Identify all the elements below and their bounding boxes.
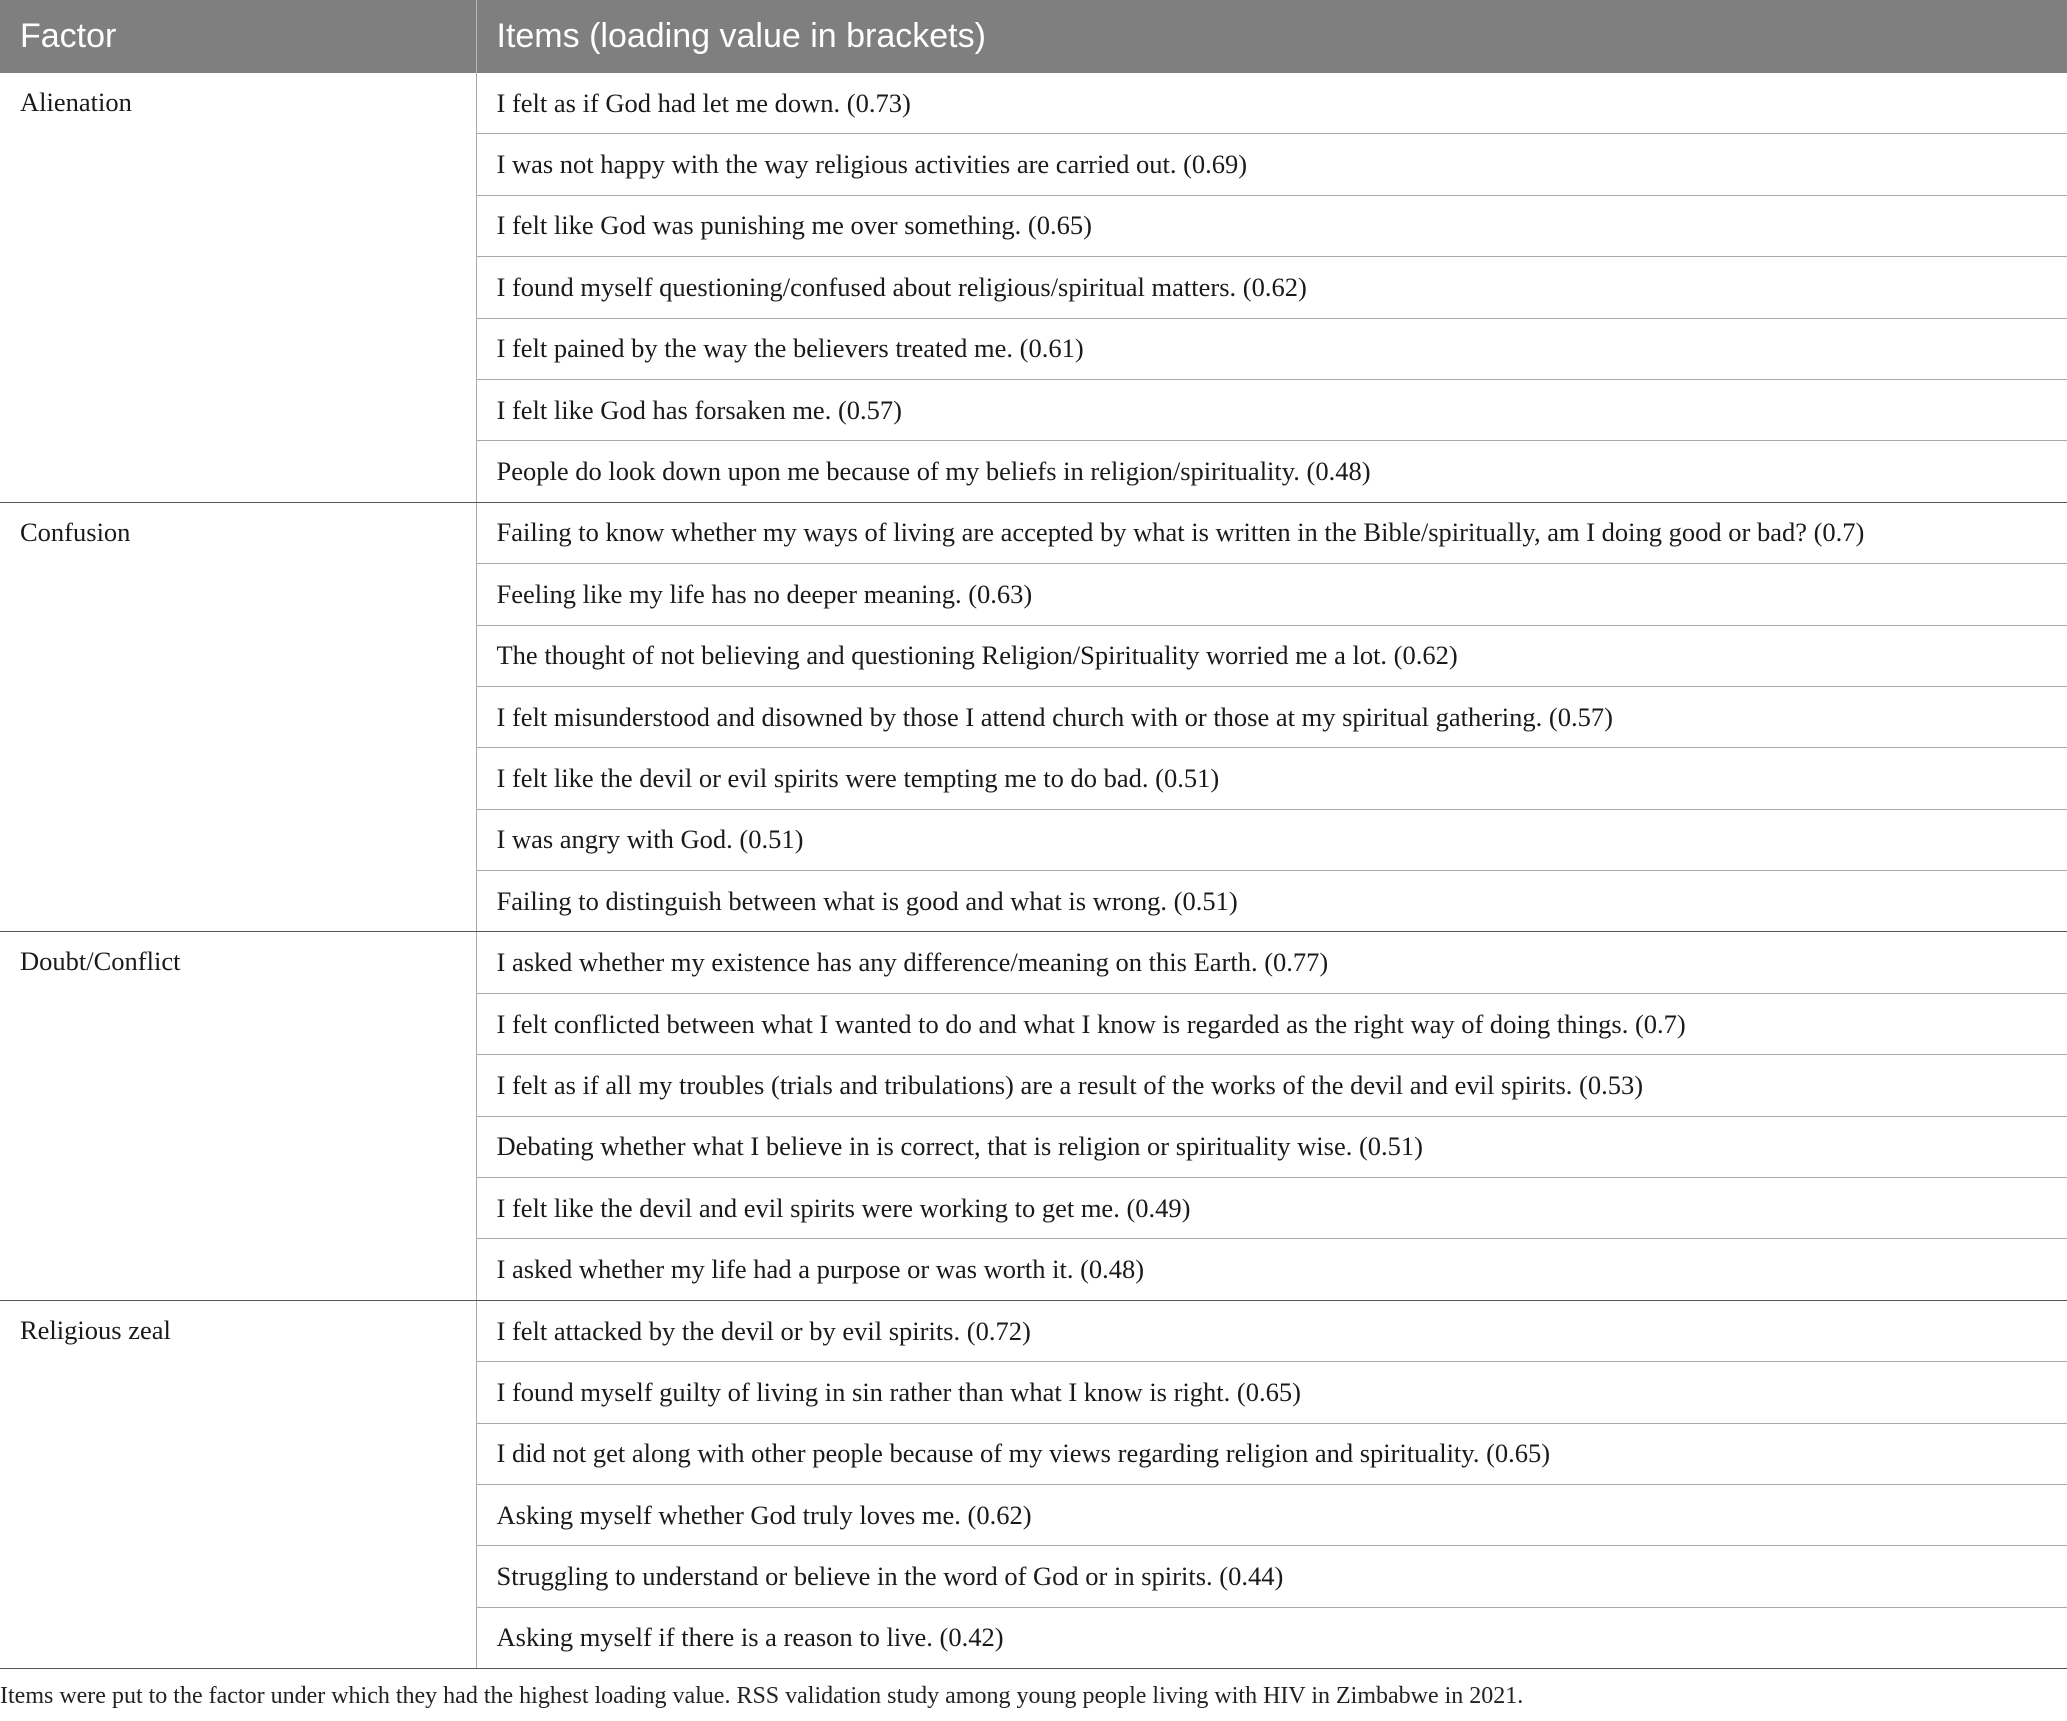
table-body bbox=[0, 73, 2067, 1669]
item-cell: I felt as if all my troubles (trials and tribulations) are a result of the works of the devil and evil spirits. (0.53) bbox=[476, 1055, 2067, 1116]
item-cell: Asking myself whether God truly loves me. (0.62) bbox=[476, 1484, 2067, 1545]
item-cell: I felt attacked by the devil or by evil spirits. (0.72) bbox=[476, 1300, 2067, 1361]
table-row bbox=[0, 932, 2067, 993]
item-cell: I found myself guilty of living in sin rather than what I know is right. (0.65) bbox=[476, 1362, 2067, 1423]
item-cell: I felt pained by the way the believers treated me. (0.61) bbox=[476, 318, 2067, 379]
item-cell: I found myself questioning/confused about religious/spiritual matters. (0.62) bbox=[476, 257, 2067, 318]
item-cell: Failing to know whether my ways of living are accepted by what is written in the Bible/spiritually, am I doing good or bad? (0.7) bbox=[476, 502, 2067, 563]
table-row bbox=[0, 73, 2067, 134]
item-cell: Struggling to understand or believe in the word of God or in spirits. (0.44) bbox=[476, 1546, 2067, 1607]
item-cell: Asking myself if there is a reason to live. (0.42) bbox=[476, 1607, 2067, 1668]
item-cell: I felt like God was punishing me over something. (0.65) bbox=[476, 195, 2067, 256]
item-cell: The thought of not believing and questioning Religion/Spirituality worried me a lot. (0.62) bbox=[476, 625, 2067, 686]
table-footnote: Items were put to the factor under which they had the highest loading value. RSS validation study among young people living with HIV in Zimbabwe in 2021. bbox=[0, 1683, 1524, 1709]
item-cell: I felt like God has forsaken me. (0.57) bbox=[476, 379, 2067, 440]
item-cell: People do look down upon me because of my beliefs in religion/spirituality. (0.48) bbox=[476, 441, 2067, 502]
item-cell: Failing to distinguish between what is good and what is wrong. (0.51) bbox=[476, 871, 2067, 932]
item-cell: I felt as if God had let me down. (0.73) bbox=[476, 73, 2067, 134]
item-cell: I felt conflicted between what I wanted to do and what I know is regarded as the right way of doing things. (0.7) bbox=[476, 993, 2067, 1054]
factor-cell: Religious zeal bbox=[0, 1300, 476, 1668]
item-cell: I felt like the devil or evil spirits were tempting me to do bad. (0.51) bbox=[476, 748, 2067, 809]
item-cell: I was angry with God. (0.51) bbox=[476, 809, 2067, 870]
item-cell: Feeling like my life has no deeper meaning. (0.63) bbox=[476, 564, 2067, 625]
item-cell: I was not happy with the way religious activities are carried out. (0.69) bbox=[476, 134, 2067, 195]
item-cell: I felt misunderstood and disowned by those I attend church with or those at my spiritual gathering. (0.57) bbox=[476, 686, 2067, 747]
table-row bbox=[0, 502, 2067, 563]
factor-cell: Confusion bbox=[0, 502, 476, 932]
table-header bbox=[0, 0, 2067, 73]
item-cell: I asked whether my life had a purpose or was worth it. (0.48) bbox=[476, 1239, 2067, 1300]
factor-cell: Doubt/Conflict bbox=[0, 932, 476, 1300]
header-row bbox=[0, 0, 2067, 73]
table-row bbox=[0, 1300, 2067, 1361]
item-cell: I felt like the devil and evil spirits were working to get me. (0.49) bbox=[476, 1178, 2067, 1239]
factor-cell: Alienation bbox=[0, 73, 476, 502]
item-cell: I did not get along with other people because of my views regarding religion and spirituality. (0.65) bbox=[476, 1423, 2067, 1484]
item-cell: I asked whether my existence has any difference/meaning on this Earth. (0.77) bbox=[476, 932, 2067, 993]
header-factor: Factor bbox=[0, 0, 476, 73]
header-items: Items (loading value in brackets) bbox=[476, 0, 2067, 73]
item-cell: Debating whether what I believe in is correct, that is religion or spirituality wise. (0.51) bbox=[476, 1116, 2067, 1177]
